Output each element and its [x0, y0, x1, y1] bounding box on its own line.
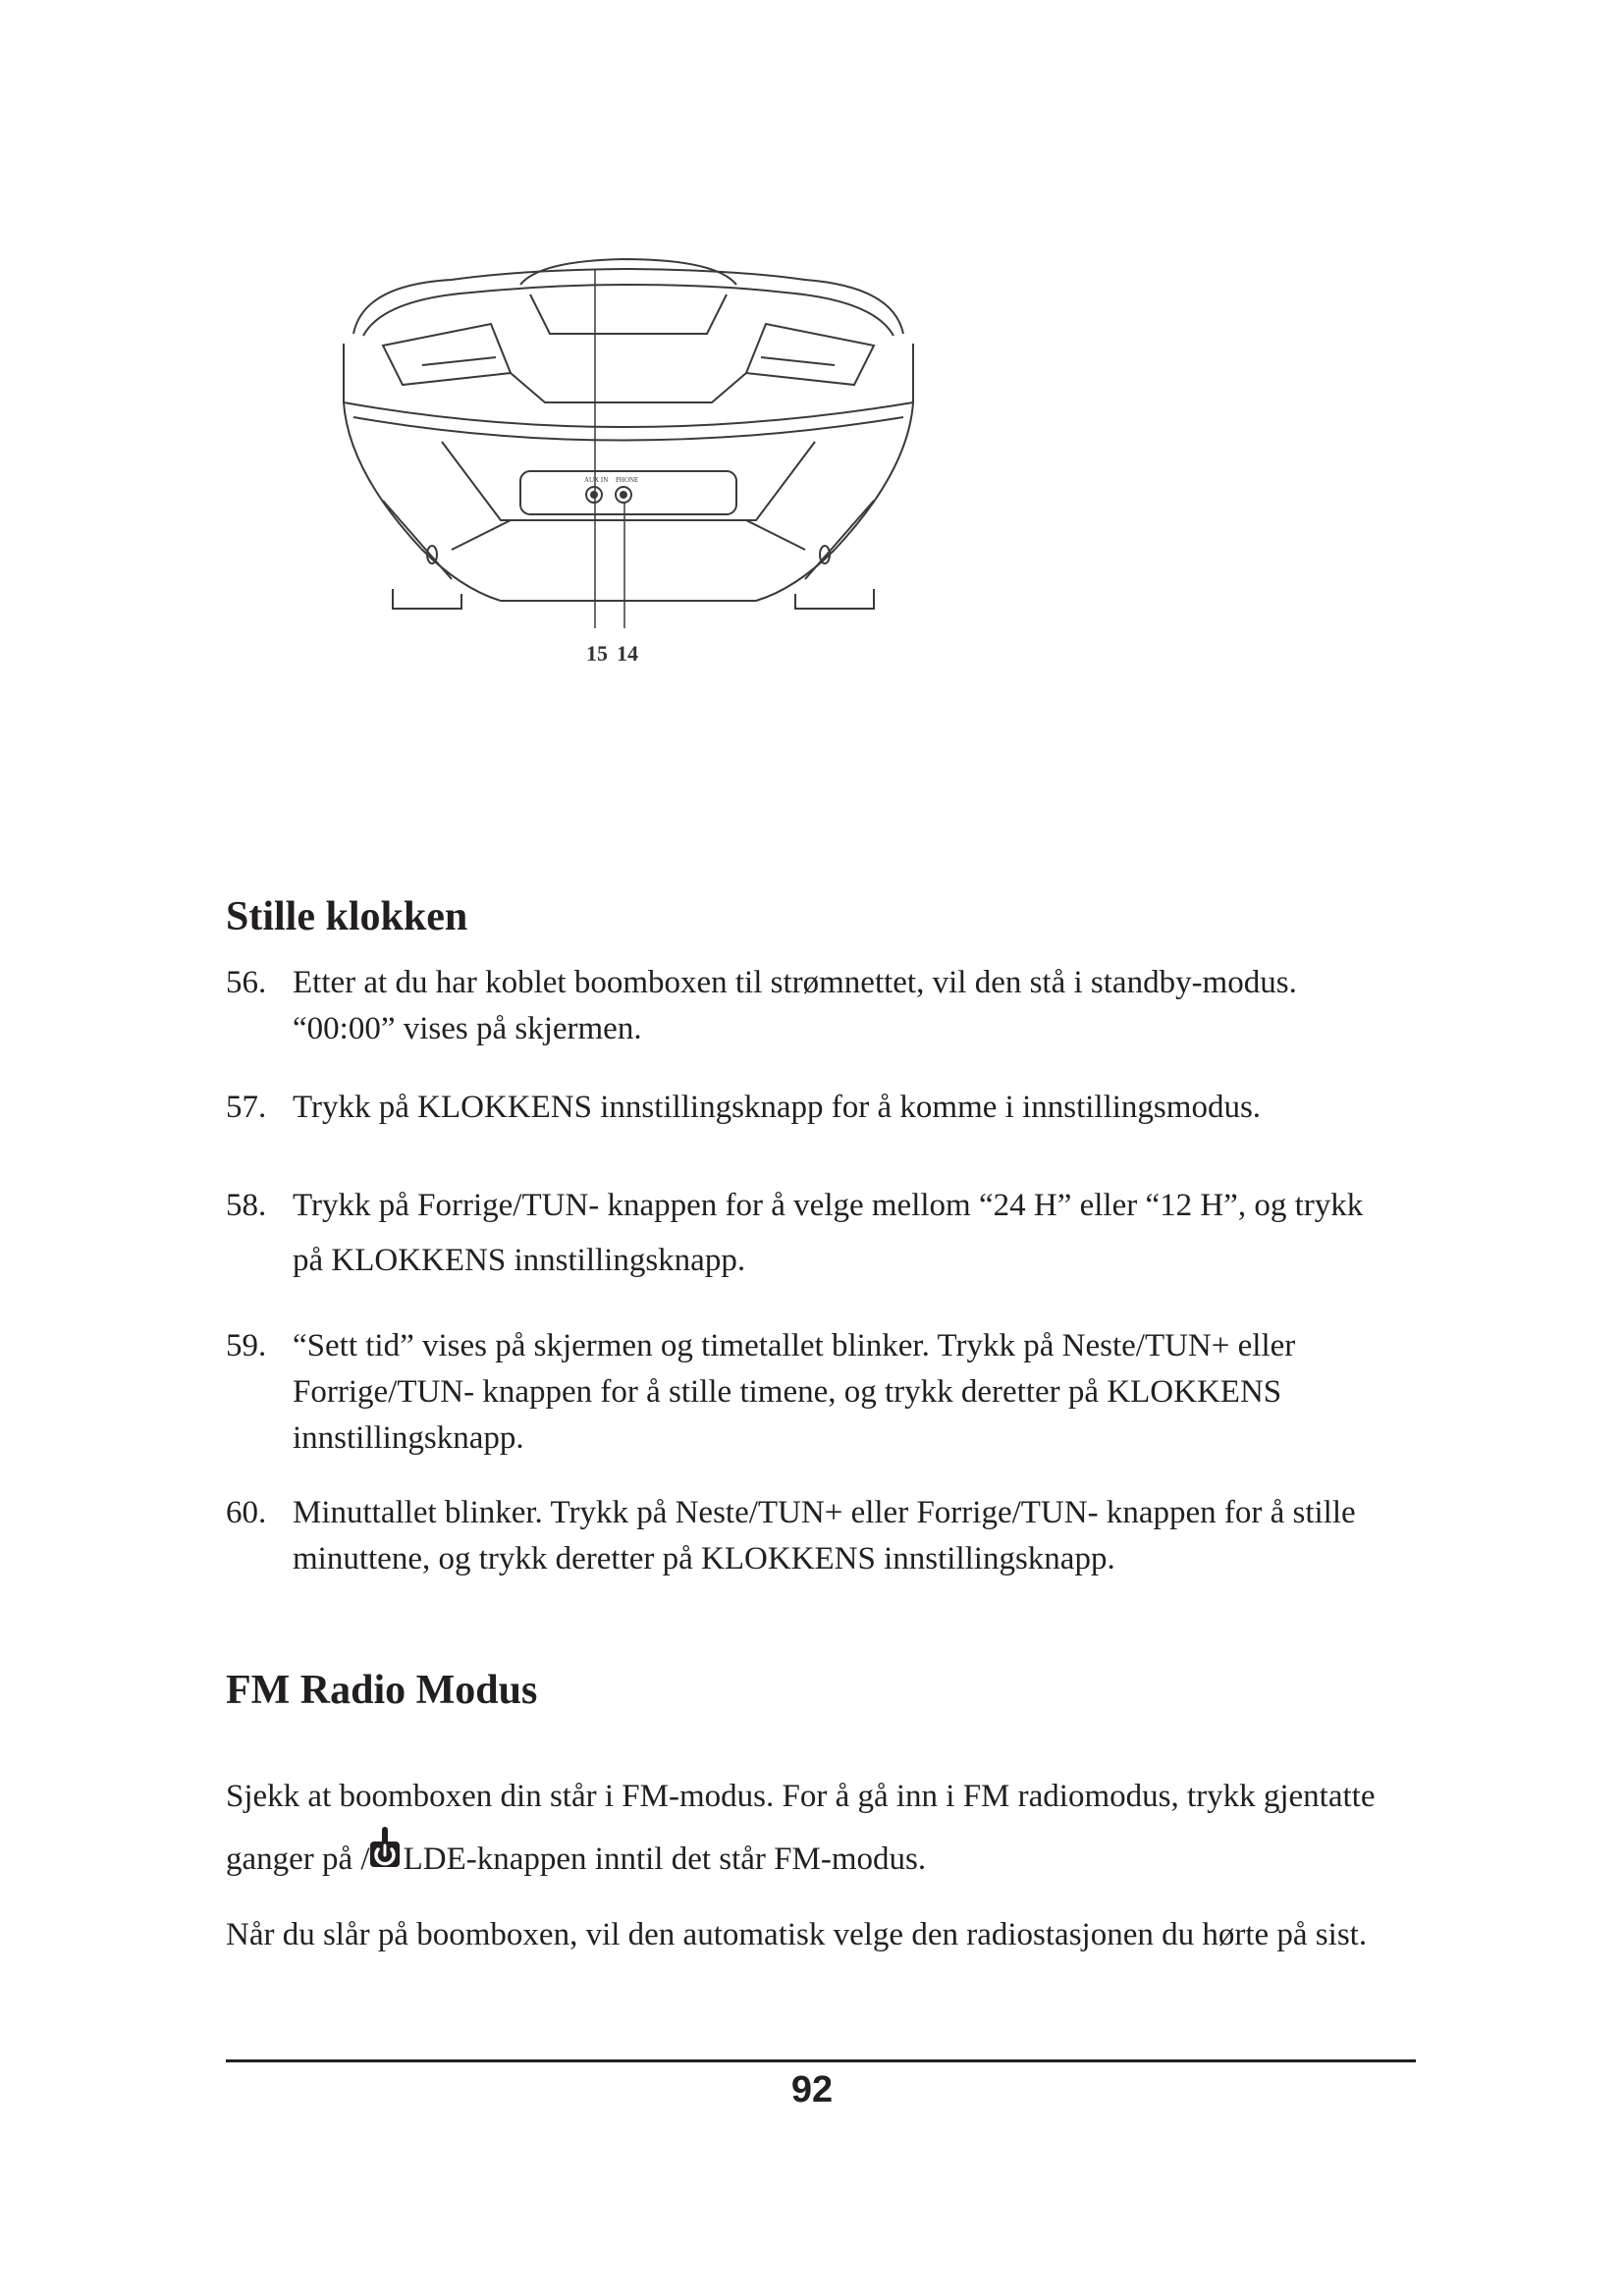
fm-paragraph-1-end: LDE-knappen inntil det står FM-modus. — [403, 1842, 927, 1877]
item-text: Trykk på KLOKKENS innstillingsknapp for å komme i innstillingsmodus. — [293, 1090, 1262, 1125]
list-item — [226, 1085, 1434, 1131]
item-text: Etter at du har koblet boomboxen til strømnettet, vil den stå i standby-modus. “00:00” vises på skjermen. — [293, 965, 1297, 1046]
list-item — [226, 1490, 1434, 1582]
callout-14: 14 — [617, 641, 638, 666]
item-number: 59. — [226, 1328, 267, 1363]
svg-text:PHONE: PHONE — [616, 476, 639, 484]
fm-paragraph-2: Når du slår på boomboxen, vil den automatisk velge den radiostasjonen du hørte på sist. — [226, 1917, 1368, 1952]
fm-paragraph-1-start: Sjekk at boomboxen din står i FM-modus. For å gå inn i FM radiomodus, trykk gjentatte ganger på / — [226, 1779, 1376, 1877]
item-text: “Sett tid” vises på skjermen og timetallet blinker. Trykk på Neste/TUN+ eller Forrige/TUN- knappen for å stille timene, og trykk deretter på KLOKKENS innstillingsknapp. — [293, 1328, 1296, 1456]
svg-text:AUX IN: AUX IN — [584, 476, 609, 484]
fm-paragraph-1 — [226, 1765, 1434, 1891]
callout-15: 15 — [586, 641, 608, 666]
item-number: 56. — [226, 965, 267, 1000]
section-title-fm: FM Radio Modus — [226, 1668, 538, 1713]
boombox-illustration — [324, 255, 952, 687]
list-item — [226, 1323, 1434, 1462]
boombox-rear-view-drawing — [324, 255, 952, 687]
footer-divider — [226, 2059, 1416, 2062]
list-item — [226, 960, 1434, 1052]
item-number: 58. — [226, 1188, 267, 1223]
item-text: Trykk på Forrige/TUN- knappen for å velge mellom “24 H” eller “12 H”, og trykk på KLOKKENS innstillingsknapp. — [293, 1188, 1364, 1278]
power-icon — [370, 1840, 404, 1875]
item-number: 57. — [226, 1090, 267, 1125]
section-title-clock: Stille klokken — [226, 894, 468, 939]
item-text: Minuttallet blinker. Trykk på Neste/TUN+ eller Forrige/TUN- knappen for å stille minuttene, og trykk deretter på KLOKKENS innstillingsknapp. — [293, 1495, 1356, 1576]
list-item — [226, 1178, 1434, 1288]
page-number: 92 — [790, 2069, 834, 2110]
item-number: 60. — [226, 1495, 267, 1530]
